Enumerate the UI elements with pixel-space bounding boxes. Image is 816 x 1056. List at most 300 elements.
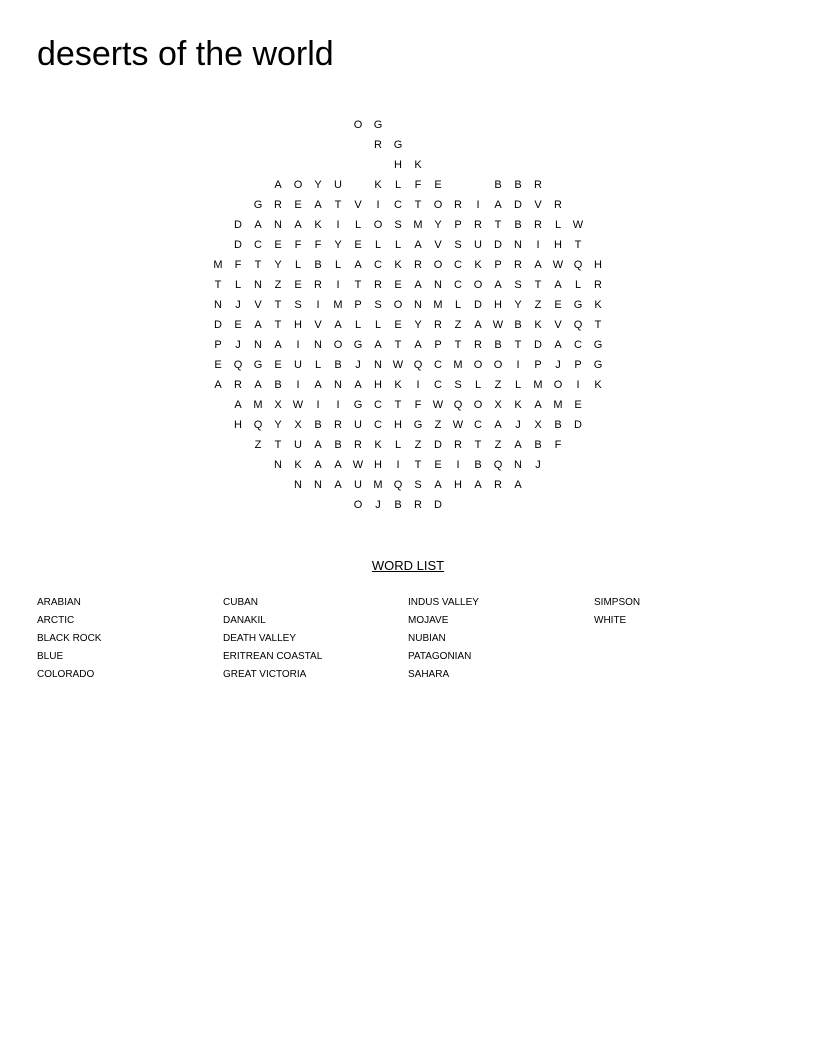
grid-letter: F <box>314 239 322 251</box>
grid-letter: L <box>574 279 582 291</box>
grid-letter: C <box>374 419 382 431</box>
grid-letter: L <box>394 179 402 191</box>
grid-letter: B <box>554 419 562 431</box>
grid-letter: S <box>394 219 402 231</box>
grid-letter: A <box>554 339 562 351</box>
grid-letter: P <box>494 259 502 271</box>
grid-letter: A <box>434 479 442 491</box>
grid-letter: R <box>534 179 542 191</box>
grid-letter: A <box>554 279 562 291</box>
grid-letter: I <box>416 379 420 391</box>
grid-letter: G <box>593 359 603 371</box>
word-list-item: DEATH VALLEY <box>223 633 296 644</box>
grid-letter: M <box>373 479 383 491</box>
grid-letter: A <box>314 459 322 471</box>
grid-letter: D <box>234 239 242 251</box>
grid-letter: R <box>554 199 562 211</box>
grid-letter: I <box>516 359 520 371</box>
grid-letter: L <box>474 379 482 391</box>
grid-letter: G <box>253 359 263 371</box>
grid-letter: R <box>374 139 382 151</box>
word-list-item: DANAKIL <box>223 615 266 626</box>
grid-letter: O <box>333 339 343 351</box>
grid-letter: P <box>214 339 222 351</box>
grid-letter: G <box>413 419 423 431</box>
grid-letter: C <box>454 279 462 291</box>
grid-letter: G <box>393 139 403 151</box>
grid-letter: Y <box>274 259 282 271</box>
grid-letter: K <box>394 379 402 391</box>
grid-letter: I <box>456 459 460 471</box>
grid-letter: M <box>533 379 543 391</box>
grid-letter: D <box>494 239 502 251</box>
grid-letter: Z <box>274 279 282 291</box>
grid-letter: B <box>394 499 402 511</box>
grid-letter: O <box>473 279 483 291</box>
grid-letter: K <box>394 259 402 271</box>
grid-letter: A <box>294 219 302 231</box>
grid-letter: Q <box>393 479 403 491</box>
grid-letter: O <box>393 299 403 311</box>
grid-letter: C <box>374 399 382 411</box>
grid-letter: W <box>352 459 364 471</box>
grid-letter: M <box>553 399 563 411</box>
grid-letter: G <box>593 339 603 351</box>
grid-letter: M <box>413 219 423 231</box>
grid-letter: D <box>434 439 442 451</box>
grid-letter: L <box>454 299 462 311</box>
grid-letter: L <box>514 379 522 391</box>
grid-letter: O <box>373 219 383 231</box>
grid-letter: Z <box>254 439 262 451</box>
grid-letter: G <box>573 299 583 311</box>
grid-letter: Y <box>314 179 322 191</box>
grid-letter: A <box>414 239 422 251</box>
grid-letter: R <box>414 499 422 511</box>
grid-letter: E <box>394 279 402 291</box>
grid-letter: N <box>514 459 522 471</box>
grid-letter: B <box>514 179 522 191</box>
grid-letter: Y <box>334 239 342 251</box>
grid-letter: R <box>454 199 462 211</box>
grid-letter: Q <box>573 319 583 331</box>
word-list-item: GREAT VICTORIA <box>223 669 307 680</box>
grid-letter: Q <box>413 359 423 371</box>
grid-letter: Q <box>453 399 463 411</box>
grid-letter: A <box>254 219 262 231</box>
grid-letter: W <box>432 399 444 411</box>
grid-letter: T <box>514 339 522 351</box>
grid-letter: A <box>494 279 502 291</box>
grid-letter: O <box>353 119 363 131</box>
grid-letter: E <box>354 239 362 251</box>
grid-letter: O <box>353 499 363 511</box>
grid-letter: X <box>494 399 502 411</box>
grid-letter: X <box>274 399 282 411</box>
grid-letter: O <box>433 259 443 271</box>
grid-letter: I <box>296 379 300 391</box>
grid-letter: O <box>493 359 503 371</box>
word-search-grid <box>208 115 608 515</box>
grid-letter: V <box>314 319 322 331</box>
grid-letter: C <box>394 199 402 211</box>
grid-letter: X <box>294 419 302 431</box>
grid-letter: I <box>316 299 320 311</box>
grid-letter: N <box>254 279 262 291</box>
grid-letter: B <box>274 379 282 391</box>
word-list-item: COLORADO <box>37 669 95 680</box>
grid-letter: K <box>374 439 382 451</box>
grid-letter: G <box>353 339 363 351</box>
grid-letter: S <box>374 299 382 311</box>
grid-letter: M <box>453 359 463 371</box>
grid-letter: N <box>274 219 282 231</box>
grid-letter: A <box>474 479 482 491</box>
word-list-item: NUBIAN <box>408 633 446 644</box>
grid-letter: A <box>414 339 422 351</box>
grid-letter: G <box>373 119 383 131</box>
word-list-item: CUBAN <box>223 597 259 608</box>
grid-letter: H <box>454 479 462 491</box>
grid-letter: E <box>554 299 562 311</box>
grid-letter: C <box>454 259 462 271</box>
word-list-item: SAHARA <box>408 669 450 680</box>
grid-letter: B <box>314 259 322 271</box>
grid-letter: R <box>374 279 382 291</box>
grid-letter: U <box>354 479 362 491</box>
grid-letter: C <box>254 239 262 251</box>
grid-letter: B <box>514 219 522 231</box>
grid-letter: L <box>334 259 342 271</box>
grid-letter: E <box>294 279 302 291</box>
grid-letter: R <box>534 219 542 231</box>
grid-letter: Y <box>274 419 282 431</box>
grid-letter: E <box>434 179 442 191</box>
grid-letter: K <box>294 459 302 471</box>
grid-letter: A <box>334 479 342 491</box>
grid-letter: B <box>334 439 342 451</box>
grid-letter: V <box>434 239 442 251</box>
grid-letter: P <box>434 339 442 351</box>
grid-letter: T <box>254 259 262 271</box>
grid-letter: Q <box>573 259 583 271</box>
grid-letter: N <box>414 299 422 311</box>
grid-letter: N <box>314 479 322 491</box>
grid-letter: D <box>214 319 222 331</box>
grid-letter: P <box>454 219 462 231</box>
grid-letter: S <box>294 299 302 311</box>
grid-letter: T <box>274 439 282 451</box>
grid-letter: A <box>374 339 382 351</box>
grid-letter: S <box>514 279 522 291</box>
grid-letter: L <box>354 319 362 331</box>
grid-letter: M <box>333 299 343 311</box>
page-title: deserts of the world <box>37 35 334 73</box>
grid-letter: A <box>494 199 502 211</box>
grid-letter: A <box>334 319 342 331</box>
grid-letter: T <box>394 339 402 351</box>
grid-letter: N <box>374 359 382 371</box>
word-list-item: BLACK ROCK <box>37 633 102 644</box>
grid-letter: D <box>574 419 582 431</box>
grid-letter: I <box>336 279 340 291</box>
grid-letter: R <box>454 439 462 451</box>
grid-letter: P <box>534 359 542 371</box>
grid-letter: R <box>274 199 282 211</box>
grid-letter: Z <box>454 319 462 331</box>
grid-letter: O <box>473 359 483 371</box>
grid-letter: B <box>494 339 502 351</box>
grid-letter: T <box>274 319 282 331</box>
grid-letter: I <box>316 399 320 411</box>
grid-letter: I <box>336 219 340 231</box>
grid-letter: B <box>334 359 342 371</box>
grid-letter: L <box>294 259 302 271</box>
grid-letter: K <box>314 219 322 231</box>
grid-letter: Z <box>494 379 502 391</box>
grid-letter: E <box>274 239 282 251</box>
grid-letter: O <box>433 199 443 211</box>
grid-letter: H <box>234 419 242 431</box>
grid-letter: Q <box>233 359 243 371</box>
grid-letter: Z <box>434 419 442 431</box>
grid-letter: S <box>454 239 462 251</box>
grid-letter: D <box>534 339 542 351</box>
grid-letter: Z <box>494 439 502 451</box>
grid-letter: K <box>514 399 522 411</box>
grid-letter: G <box>253 199 263 211</box>
word-list-item: WHITE <box>594 615 627 626</box>
grid-letter: N <box>294 479 302 491</box>
grid-letter: E <box>394 319 402 331</box>
grid-letter: A <box>274 339 282 351</box>
grid-letter: R <box>354 439 362 451</box>
word-list-item: BLUE <box>37 651 64 662</box>
grid-letter: I <box>396 459 400 471</box>
grid-letter: N <box>274 459 282 471</box>
grid-letter: T <box>574 239 582 251</box>
grid-letter: B <box>494 179 502 191</box>
grid-letter: T <box>474 439 482 451</box>
grid-letter: K <box>374 179 382 191</box>
grid-letter: J <box>235 339 241 351</box>
grid-letter: U <box>294 359 302 371</box>
grid-letter: A <box>214 379 222 391</box>
grid-letter: W <box>492 319 504 331</box>
grid-letter: W <box>292 399 304 411</box>
word-list-item: ARABIAN <box>37 597 81 608</box>
grid-letter: K <box>534 319 542 331</box>
word-list-item: PATAGONIAN <box>408 651 472 662</box>
grid-letter: U <box>334 179 342 191</box>
grid-letter: L <box>394 239 402 251</box>
grid-letter: N <box>314 339 322 351</box>
grid-letter: Q <box>493 459 503 471</box>
grid-letter: A <box>494 419 502 431</box>
grid-letter: Z <box>534 299 542 311</box>
grid-letter: R <box>234 379 242 391</box>
grid-letter: C <box>434 379 442 391</box>
grid-letter: H <box>394 159 402 171</box>
grid-letter: R <box>314 279 322 291</box>
word-list-item: SIMPSON <box>594 597 641 608</box>
grid-letter: I <box>536 239 540 251</box>
word-list-item: MOJAVE <box>408 615 449 626</box>
grid-letter: T <box>414 459 422 471</box>
grid-letter: E <box>294 199 302 211</box>
grid-letter: I <box>376 199 380 211</box>
grid-letter: H <box>374 379 382 391</box>
grid-letter: A <box>254 379 262 391</box>
grid-letter: J <box>515 419 521 431</box>
grid-letter: B <box>314 419 322 431</box>
grid-letter: Q <box>253 419 263 431</box>
grid-letter: V <box>354 199 362 211</box>
grid-letter: H <box>494 299 502 311</box>
word-list-item: ERITREAN COASTAL <box>223 651 323 662</box>
grid-letter: F <box>234 259 242 271</box>
grid-letter: E <box>214 359 222 371</box>
grid-letter: W <box>452 419 464 431</box>
grid-letter: K <box>594 299 602 311</box>
grid-letter: O <box>473 399 483 411</box>
grid-letter: K <box>594 379 602 391</box>
grid-letter: T <box>494 219 502 231</box>
grid-letter: L <box>374 319 382 331</box>
grid-letter: T <box>214 279 222 291</box>
grid-letter: G <box>353 399 363 411</box>
grid-letter: N <box>434 279 442 291</box>
grid-letter: A <box>474 319 482 331</box>
grid-letter: N <box>514 239 522 251</box>
grid-letter: H <box>594 259 602 271</box>
grid-letter: F <box>554 439 562 451</box>
grid-letter: E <box>434 459 442 471</box>
grid-letter: B <box>514 319 522 331</box>
grid-letter: R <box>474 219 482 231</box>
grid-letter: A <box>514 479 522 491</box>
grid-letter: N <box>334 379 342 391</box>
grid-letter: A <box>254 319 262 331</box>
grid-letter: T <box>334 199 342 211</box>
grid-letter: W <box>572 219 584 231</box>
grid-letter: V <box>554 319 562 331</box>
grid-letter: K <box>474 259 482 271</box>
grid-letter: Y <box>514 299 522 311</box>
grid-letter: L <box>354 219 362 231</box>
grid-letter: L <box>554 219 562 231</box>
grid-letter: D <box>434 499 442 511</box>
grid-letter: U <box>294 439 302 451</box>
grid-letter: O <box>553 379 563 391</box>
grid-letter: V <box>534 199 542 211</box>
grid-letter: A <box>274 179 282 191</box>
grid-letter: J <box>555 359 561 371</box>
grid-letter: B <box>534 439 542 451</box>
grid-letter: W <box>392 359 404 371</box>
grid-letter: R <box>434 319 442 331</box>
grid-letter: D <box>234 219 242 231</box>
grid-letter: A <box>334 459 342 471</box>
grid-letter: R <box>474 339 482 351</box>
grid-letter: R <box>594 279 602 291</box>
grid-letter: M <box>253 399 263 411</box>
grid-letter: M <box>213 259 223 271</box>
grid-letter: F <box>414 399 422 411</box>
word-list-item: INDUS VALLEY <box>408 597 479 608</box>
grid-letter: O <box>293 179 303 191</box>
grid-letter: Y <box>414 319 422 331</box>
grid-letter: T <box>594 319 602 331</box>
grid-letter: H <box>554 239 562 251</box>
grid-letter: Z <box>414 439 422 451</box>
grid-letter: W <box>552 259 564 271</box>
grid-letter: I <box>336 399 340 411</box>
grid-letter: A <box>354 259 362 271</box>
grid-letter: C <box>574 339 582 351</box>
grid-letter: S <box>414 479 422 491</box>
grid-letter: I <box>576 379 580 391</box>
grid-letter: A <box>314 439 322 451</box>
word-list-heading: WORD LIST <box>371 558 445 573</box>
grid-letter: E <box>274 359 282 371</box>
grid-letter: D <box>474 299 482 311</box>
grid-letter: L <box>314 359 322 371</box>
word-list <box>37 594 797 694</box>
grid-letter: T <box>394 399 402 411</box>
grid-letter: C <box>434 359 442 371</box>
grid-letter: E <box>574 399 582 411</box>
grid-letter: J <box>535 459 541 471</box>
grid-letter: I <box>296 339 300 351</box>
grid-letter: L <box>234 279 242 291</box>
grid-letter: L <box>394 439 402 451</box>
grid-letter: F <box>414 179 422 191</box>
grid-letter: P <box>354 299 362 311</box>
grid-letter: J <box>375 499 381 511</box>
grid-letter: B <box>474 459 482 471</box>
grid-letter: A <box>534 399 542 411</box>
grid-letter: E <box>234 319 242 331</box>
grid-letter: U <box>474 239 482 251</box>
grid-letter: Y <box>434 219 442 231</box>
grid-letter: R <box>334 419 342 431</box>
grid-letter: H <box>374 459 382 471</box>
grid-letter: K <box>414 159 422 171</box>
grid-letter: A <box>354 379 362 391</box>
grid-letter: V <box>254 299 262 311</box>
grid-letter: T <box>454 339 462 351</box>
grid-letter: N <box>214 299 222 311</box>
grid-letter: X <box>534 419 542 431</box>
grid-letter: R <box>494 479 502 491</box>
grid-letter: T <box>414 199 422 211</box>
grid-letter: L <box>374 239 382 251</box>
grid-letter: C <box>474 419 482 431</box>
grid-letter: I <box>476 199 480 211</box>
grid-letter: F <box>294 239 302 251</box>
grid-letter: R <box>414 259 422 271</box>
grid-letter: A <box>314 379 322 391</box>
grid-letter: A <box>534 259 542 271</box>
grid-letter: P <box>574 359 582 371</box>
grid-letter: T <box>274 299 282 311</box>
grid-letter: T <box>534 279 542 291</box>
grid-letter: A <box>314 199 322 211</box>
grid-letter: J <box>355 359 361 371</box>
grid-letter: S <box>454 379 462 391</box>
grid-letter: N <box>254 339 262 351</box>
